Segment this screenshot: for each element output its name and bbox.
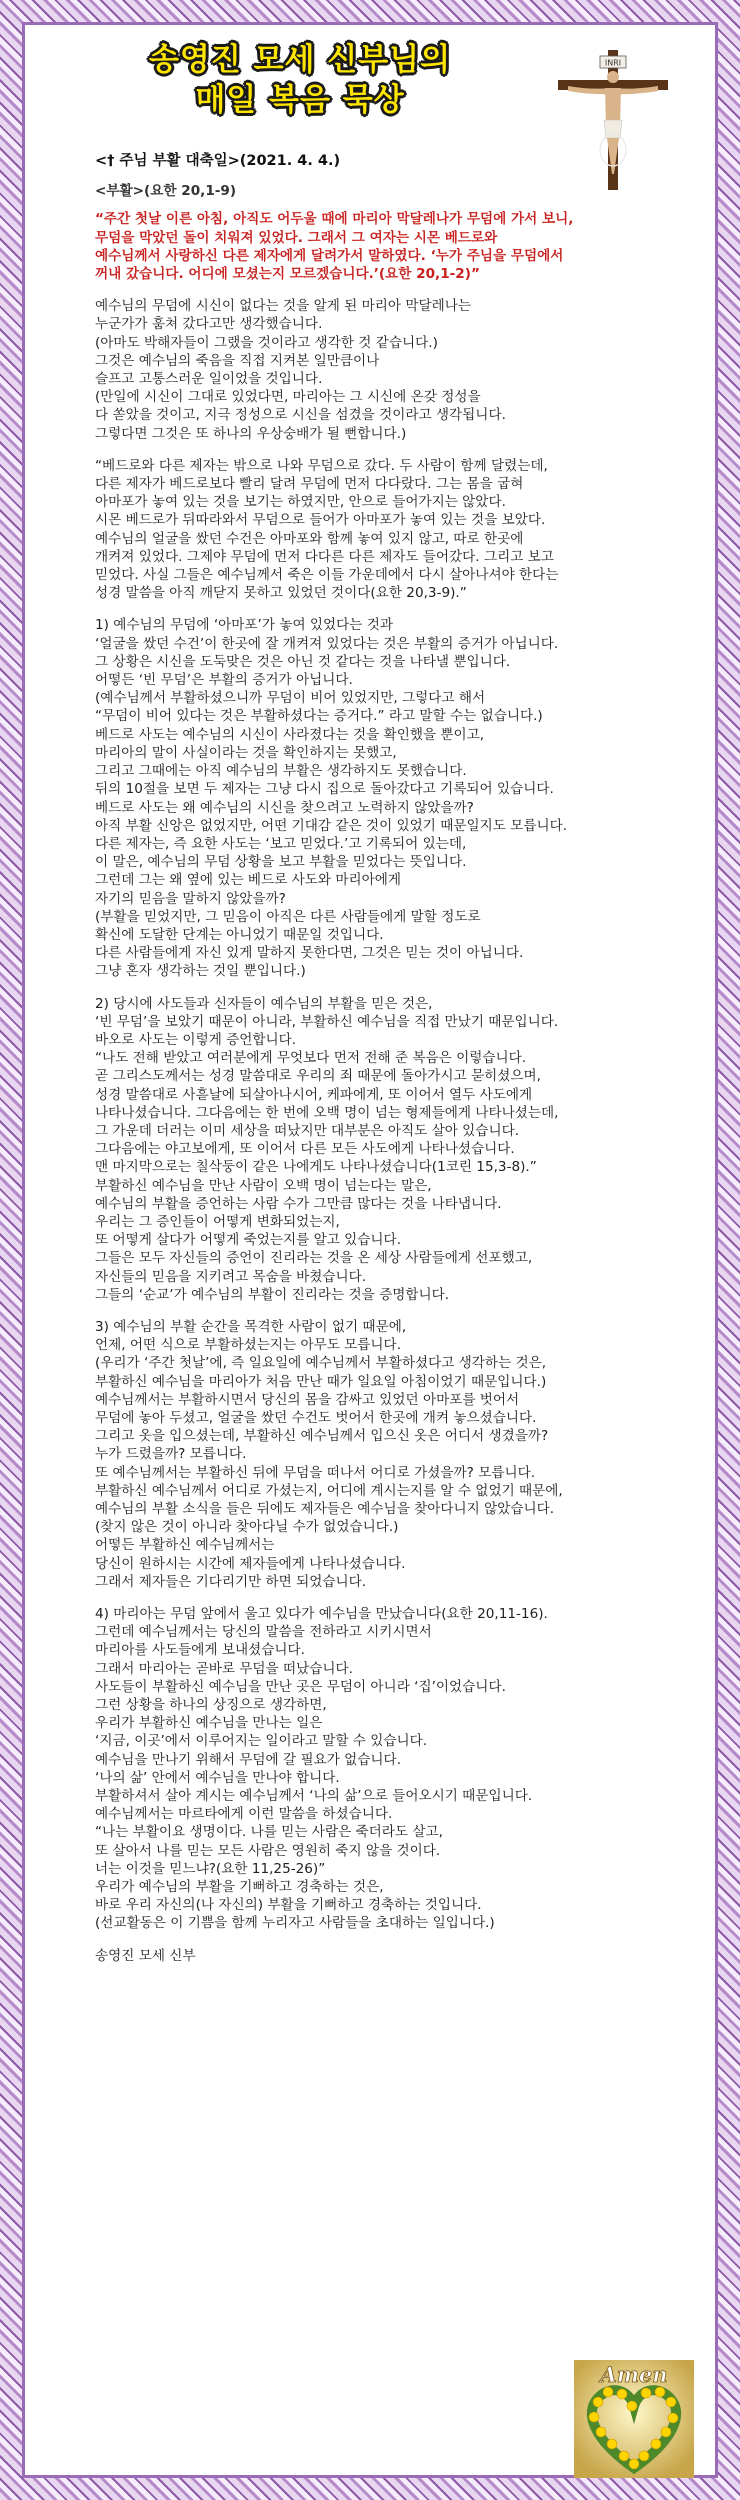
feast-subtitle: <† 주님 부활 대축일>(2021. 4. 4.): [95, 153, 341, 169]
paragraph-point-1: 1) 예수님의 무덤에 ‘아마포’가 놓여 있었다는 것과 ‘얼굴을 쌌던 수건’이 한곳에 잘 개켜져 있었다는 것은 부활의 증거가 아닙니다. 그 상황은 시신을 도둑맞은 것은 아닌 것 같다는 것을 나타낼 뿐입니다. 어떻든 ‘빈 무덤’은 부활의 증거가 아닙니다. (예수님께서 부활하셨으니까 무덤이 비어 있었지만, 그렇다고 해서 “무덤이 비어 있다는 것은 부활하셨다는 증거다.” 라고 말할 수는 없습니다.) 베드로 사도는 예수님의 시신이 사라졌다는 것을 확인했을 뿐이고, 마리아의 말이 사실이라는 것을 확인하지는 못했고, 그리고 그때에는 아직 예수님의 부활은 생각하지도 못했습니다. 뒤의 10절을 보면 두 제자는 그냥 다시 집으로 돌아갔다고 기록되어 있습니다. 베드로 사도는 왜 예수님의 시신을 찾으려고 노력하지 않았을까? 아직 부활 신앙은 없었지만, 어떤 기대감 같은 것이 있었기 때문일지도 모릅니다. 다른 제자는, 즉 요한 사도는 ‘보고 믿었다.’고 기록되어 있는데, 이 말은, 예수님의 무덤 상황을 보고 부활을 믿었다는 뜻입니다. 그런데 그는 왜 옆에 있는 베드로 사도와 마리아에게 자기의 믿음을 말하지 않았을까? (부활을 믿었지만, 그 믿음이 아직은 다른 사람들에게 말할 정도로 확신에 도달한 단계는 아니었기 때문일 것입니다. 다른 사람들에게 자신 있게 말하지 못한다면, 그것은 믿는 것이 아닙니다. 그냥 혼자 생각하는 것일 뿐입니다.): [95, 617, 568, 980]
title-line-2: 매일 복음 묵상: [195, 82, 405, 118]
page-header: [70, 40, 530, 120]
paragraph-point-2: 2) 당시에 사도들과 신자들이 예수님의 부활을 믿은 것은, ‘빈 무덤’을 보았기 때문이 아니라, 부활하신 예수님을 직접 만났기 때문입니다. 바오로 사도는 이렇게 증언합니다. “나도 전해 받았고 여러분에게 무엇보다 먼저 전해 준 복음은 이렇습니다. 곧 그리스도께서는 성경 말씀대로 우리의 죄 때문에 돌아가시고 묻히셨으며, 성경 말씀대로 사흗날에 되살아나시어, 케파에게, 또 이어서 열두 사도에게 나타나셨습니다. 그다음에는 한 번에 오백 명이 넘는 형제들에게 나타나셨는데, 그 가운데 더러는 이미 세상을 떠났지만 대부분은 아직도 살아 있습니다. 그다음에는 야고보에게, 또 이어서 다른 모든 사도에게 나타나셨습니다. 맨 마지막으로는 칠삭둥이 같은 나에게도 나타나셨습니다(1코린 15,3-8).” 부활하신 예수님을 만난 사람이 오백 명이 넘는다는 말은, 예수님의 부활을 증언하는 사람 수가 그만큼 많다는 것을 나타냅니다. 우리는 그 증인들이 어떻게 변화되었는지, 또 어떻게 살다가 어떻게 죽었는지를 알고 있습니다. 그들은 모두 자신들의 증언이 진리라는 것을 온 세상 사람들에게 선포했고, 자신들의 믿음을 지키려고 목숨을 바쳤습니다. 그들의 ‘순교’가 예수님의 부활이 진리라는 것을 증명합니다.: [95, 995, 559, 1303]
paragraph-point-4: 4) 마리아는 무덤 앞에서 울고 있다가 예수님을 만났습니다(요한 20,11-16). 그런데 예수님께서는 당신의 말씀을 전하라고 시키시면서 마리아를 사도들에게 보내셨습니다. 그래서 마리아는 곧바로 무덤을 떠났습니다. 사도들이 부활하신 예수님을 만난 곳은 무덤이 아니라 ‘집’이었습니다. 그런 상황을 하나의 상징으로 생각하면, 우리가 부활하신 예수님을 만나는 일은 ‘지금, 이곳’에서 이루어지는 일이라고 말할 수 있습니다. 예수님을 만나기 위해서 무덤에 갈 필요가 없습니다. ‘나의 삶’ 안에서 예수님을 만나야 합니다. 부활하셔서 살아 계시는 예수님께서 ‘나의 삶’으로 들어오시기 때문입니다. 예수님께서는 마르타에게 이런 말씀을 하셨습니다. “나는 부활이요 생명이다. 나를 믿는 사람은 죽더라도 살고, 또 살아서 나를 믿는 모든 사람은 영원히 죽지 않을 것이다. 너는 이것을 믿느냐?(요한 11,25-26)” 우리가 예수님의 부활을 기뻐하고 경축하는 것은, 바로 우리 자신의(나 자신의) 부활을 기뻐하고 경축하는 것입니다. (선교활동은 이 기쁨을 함께 누리자고 사람들을 초대하는 일입니다.): [95, 1606, 548, 1932]
paragraph-intro: 예수님의 무덤에 시신이 없다는 것을 알게 된 마리아 막달레나는 누군가가 훔쳐 갔다고만 생각했습니다. (아마도 박해자들이 그랬을 것이라고 생각한 것 같습니다.) 그것은 예수님의 죽음을 직접 지켜본 일만큼이나 슬프고 고통스러운 일이었을 것입니다. (만일에 시신이 그대로 있었다면, 마리아는 그 시신에 온갖 정성을 다 쏟았을 것이고, 지극 정성으로 시신을 섬겼을 것이라고 생각됩니다. 그렇다면 그것은 또 하나의 우상숭배가 될 뻔합니다.): [95, 298, 506, 442]
paragraph-point-3: 3) 예수님의 부활 순간을 목격한 사람이 없기 때문에, 언제, 어떤 식으로 부활하셨는지는 아무도 모릅니다. (우리가 ‘주간 첫날’에, 즉 일요일에 예수님께서 부활하셨다고 생각하는 것은, 부활하신 예수님을 마리아가 처음 만난 때가 일요일 아침이었기 때문입니다.) 예수님께서는 부활하시면서 당신의 몸을 감싸고 있었던 아마포를 벗어서 무덤에 놓아 두셨고, 얼굴을 쌌던 수건도 벗어서 한곳에 개켜 놓으셨습니다. 그리고 옷을 입으셨는데, 부활하신 예수님께서 입으신 옷은 어디서 생겼을까? 누가 드렸을까? 모릅니다. 또 예수님께서는 부활하신 뒤에 무덤을 떠나서 어디로 가셨을까? 모릅니다. 부활하신 예수님께서 어디로 가셨는지, 어디에 계시는지를 알 수 없었기 때문에, 예수님의 부활 소식을 들은 뒤에도 제자들은 예수님을 찾아다니지 않았습니다. (찾지 않은 것이 아니라 찾아다닐 수가 없었습니다.) 어떻든 부활하신 예수님께서는 당신이 원하시는 시간에 제자들에게 나타나셨습니다. 그래서 제자들은 기다리기만 하면 되었습니다.: [95, 1318, 563, 1590]
title-line-1: 송영진 모세 신부님의: [148, 42, 452, 78]
paragraph-gospel-text: “베드로와 다른 제자는 밖으로 나와 무덤으로 갔다. 두 사람이 함께 달렸는데, 다른 제자가 베드로보다 빨리 달려 무덤에 먼저 다다랐다. 그는 몸을 굽혀 아마포가 놓여 있는 것을 보기는 하였지만, 안으로 들어가지는 않았다. 시몬 베드로가 뒤따라와서 무덤으로 들어가 아마포가 놓여 있는 것을 보았다. 예수님의 얼굴을 쌌던 수건은 아마포와 함께 놓여 있지 않고, 따로 한곳에 개켜져 있었다. 그제야 무덤에 먼저 다다른 다른 제자도 들어갔다. 그리고 보고 믿었다. 사실 그들은 예수님께서 죽은 이들 가운데에서 다시 살아나셔야 한다는 성경 말씀을 아직 깨닫지 못하고 있었던 것이다(요한 20,3-9).”: [95, 457, 559, 602]
gospel-reference: <부활>(요한 20,1-9): [95, 183, 237, 200]
inri-sign: INRI: [604, 58, 622, 68]
gospel-quote: “주간 첫날 이른 아침, 아직도 어두울 때에 마리아 막달레나가 무덤에 가서 보니, 무덤을 막았던 돌이 치워져 있었다. 그래서 그 여자는 시몬 베드로와 예수님께서 사랑하신 다른 제자에게 달려가서 말하였다. ‘누가 주님을 무덤에서 꺼내 갔습니다. 어디에 모셨는지 모르겠습니다.’(요한 20,1-2)”: [95, 211, 574, 283]
amen-flower-wreath-image: [574, 2360, 694, 2478]
amen-text: Amen: [600, 2362, 668, 2387]
author-signature: 송영진 모세 신부: [95, 1947, 196, 1964]
meditation-content: [95, 152, 665, 1979]
